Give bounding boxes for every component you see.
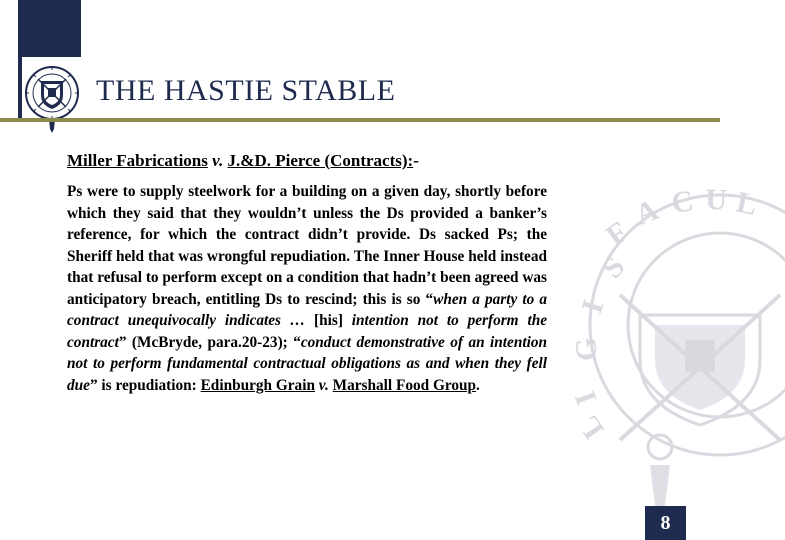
- quote-mcbryde: when a party to a contract unequivocally indicates …: [67, 290, 548, 329]
- case-name-pierce: J.&D. Pierce: [227, 151, 321, 170]
- case-name-edinburgh-grain: Edinburgh Grain: [200, 376, 315, 394]
- faculty-seal-watermark-icon: [545, 185, 785, 515]
- quote-his: [his]: [314, 312, 343, 329]
- subtitle-topic: (Contracts):: [320, 151, 414, 170]
- body-text-part3: ” is repudiation:: [89, 376, 201, 394]
- svg-text:A: A: [631, 193, 663, 232]
- quote-mcbryde-end: intention not to perform the contract: [67, 312, 547, 351]
- svg-text:C: C: [669, 184, 696, 220]
- svg-text:I: I: [575, 295, 611, 318]
- page-number: 8: [645, 506, 686, 540]
- slide-content: [67, 150, 547, 396]
- quote-conduct: conduct demonstrative of an intention not to perform fundamental contractual obligations as and when they fell due: [67, 333, 548, 394]
- body-text-part2: ” (McBryde, para.20-23); “: [118, 333, 301, 351]
- svg-text:I: I: [568, 386, 604, 409]
- svg-text:L: L: [572, 409, 611, 445]
- svg-text:G: G: [569, 336, 604, 363]
- page-title: THE HASTIE STABLE: [96, 74, 396, 107]
- case-versus-2: v.: [314, 376, 333, 394]
- case-name-miller: Miller Fabrications: [67, 151, 208, 170]
- case-versus: v.: [207, 151, 228, 170]
- body-paragraph: [67, 181, 547, 396]
- university-crest-icon: [22, 57, 82, 139]
- svg-text:S: S: [595, 250, 632, 285]
- body-end: .: [476, 376, 480, 394]
- subtitle-dash: -: [413, 151, 419, 170]
- header-band: [0, 0, 720, 145]
- svg-text:U: U: [704, 183, 728, 217]
- body-text-part1: Ps were to supply steelwork for a building on a given day, shortly before which they said that they wouldn’t unless the Ds provided a banker’s reference, for which the contract didn’t provide. Ds sacked Ps; the Sheriff held that was wrongful repudiation. The Inner House held instead that refusal to perform except on a condition that hadn’t been agreed was anticipatory breach, entitling Ds to rescind; this is so “: [67, 183, 547, 308]
- header-divider: [0, 118, 720, 122]
- case-name-marshall-food: Marshall Food Group: [332, 376, 477, 394]
- slide-subtitle: [67, 150, 547, 172]
- svg-text:L: L: [733, 185, 760, 223]
- svg-text:F: F: [600, 215, 635, 253]
